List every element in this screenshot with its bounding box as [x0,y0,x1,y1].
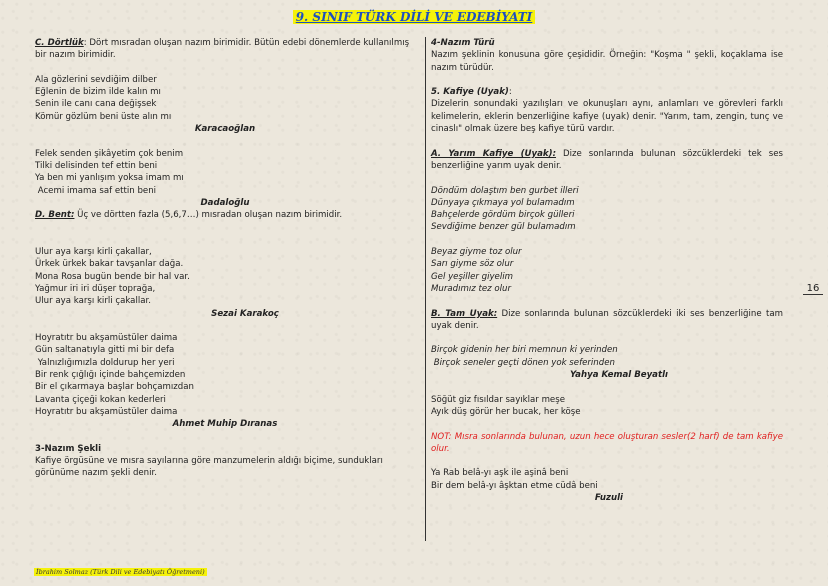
page-number: 16 [803,283,823,295]
poem-line: Kömür gözlüm beni üste alın mı [35,111,172,122]
nazim-sekli-title: 3-Nazım Şekli [35,443,102,454]
poet-name: Ahmet Muhip Dıranas [172,419,278,430]
bent-term: D. Bent: [35,210,75,221]
poem-line: Yağmur iri iri düşer toprağa, [35,283,156,294]
poem-line: Beyaz giyme toz olur [431,247,522,258]
poem-line: Gel yeşiller giyelim [431,271,513,282]
poem-tam-1 [431,344,783,369]
poem-line: Acemi imama saf ettin beni [35,185,157,196]
poem-line: Tilki delisinden tef ettin beni [35,160,158,171]
nazim-turu-definition: Nazım şeklinin konusuna göre çeşididir. Örneğin: "Koşma " şekli, koçaklama ise nazım türüdür. [431,50,783,73]
left-column [35,37,415,480]
kafiye-colon: : [508,87,512,98]
tam-uyak-paragraph [431,308,783,333]
poem-line: Yalnızlığımızla doldurup her yeri [35,357,175,368]
poem-line: Döndüm dolaştım ben gurbet illeri [431,185,579,196]
poem-line: Sevdiğime benzer gül bulamadım [431,222,576,233]
poem-line: Ürkek ürkek bakar tavşanlar dağa. [35,259,184,270]
page-header [0,6,828,25]
poem-line: Eğlenin de bizim ilde kalın mı [35,87,161,98]
nazim-turu-title: 4-Nazım Türü [431,38,495,48]
poem-line: Söğüt giz fısıldar sayıklar meşe [431,394,565,405]
kafiye-heading [431,86,783,98]
poet-name: Sezai Karakoç [211,308,279,319]
poem-line: Mona Rosa bugün bende bir hal var. [35,271,190,282]
nazim-sekli-definition: Kafiye örgüsüne ve mısra sayılarına göre manzumelerin aldığı biçime, sundukları görünüme nazım şekli denir. [35,456,383,479]
poem-line: Sarı giyme söz olur [431,259,514,270]
poem-line: Bir dem belâ-yı âşktan etme cüdâ beni [431,480,598,491]
kafiye-title: 5. Kafiye (Uyak) [431,87,509,98]
yarim-kafiye-definition: Dize sonlarında bulunan sözcüklerdeki tek ses benzerliğine yarım uyak denir. [431,148,784,171]
poem-line: Lavanta çiçeği kokan kederleri [35,394,166,405]
poem-dadaloglu [35,148,415,197]
kafiye-definition: Dizelerin sonundaki yazılışları ve okunuşları aynı, anlamları ve görevleri farklı kelimelerin, eklerin benzerliğine kafiye (uyak) denir. "Yarım, tam, zengin, tunç ve cinaslı" olmak üzere beş kafiye türü vardır. [431,99,783,135]
bent-definition: Üç ve dörtten fazla (5,6,7…) mısradan oluşan nazım birimidir. [74,210,343,221]
tam-uyak-definition: Dize sonlarında bulunan sözcüklerdeki iki ses benzerliğine tam uyak denir. [431,308,783,331]
poem-line: Ayık düş görür her bucak, her köşe [431,406,581,417]
dortluk-paragraph [35,37,415,62]
poem-fuzuli [431,467,783,492]
poem-line: Ya ben mi yanlışım yoksa imam mı [35,173,184,184]
poem-line: Ulur aya karşı kirli çakallar, [35,247,152,258]
poem-line: Muradımız tez olur [431,283,512,294]
poem-karacaoglan [35,74,415,123]
poem-line: Birçok seneler geçti dönen yok seferinden [431,357,615,368]
poet-name: Yahya Kemal Beyatlı [569,370,668,381]
footer-author: İbrahim Solmaz (Türk Dili ve Edebiyatı Öğretmeni) [36,568,205,576]
right-column [431,37,783,504]
poem-line: Ya Rab belâ-yı aşk ile aşinâ beni [431,468,569,479]
dortluk-term: C. Dörtlük [35,38,84,48]
poem-yarim-2 [431,246,783,295]
poem-line: Bir renk çığlığı içinde bahçemizden [35,370,186,381]
poem-line: Hoyratıtr bu akşamüstüler daima [35,333,178,344]
poet-name: Dadaloğlu [200,197,250,208]
poem-line: Ulur aya karşı kirli çakallar. [35,296,151,307]
poem-line: Dünyaya çıkmaya yol bulamadım [431,197,575,208]
poem-line: Bahçelerde gördüm birçok gülleri [431,210,575,221]
poem-line: Bir el çıkarmaya başlar bohçamızdan [35,382,194,393]
poem-yarim-1 [431,185,783,234]
column-divider [425,37,426,541]
poet-name: Fuzuli [594,492,623,503]
poem-sezai [35,246,415,307]
poem-tam-2 [431,394,783,419]
page-title: 9. SINIF TÜRK DİLİ VE EDEBİYATI [293,10,536,24]
poet-name: Karacaoğlan [194,124,256,135]
note-text: NOT: Mısra sonlarında bulunan, uzun hece oluşturan sesler(2 harf) de tam kafiye olur. [431,431,783,454]
dortluk-definition: : Dört mısradan oluşan nazım birimidir. Bütün edebi dönemlerde kullanılmış bir nazım birimidir. [35,38,410,61]
poem-line: Ala gözlerini sevdiğim dilber [35,74,157,85]
poem-diranas [35,332,415,418]
bent-paragraph [35,209,415,221]
poem-line: Hoyratıtr bu akşamüstüler daima [35,406,178,417]
poem-line: Felek senden şikâyetim çok benim [35,148,184,159]
poem-line: Gün saltanatıyla gitti mi bir defa [35,345,175,356]
tam-uyak-term: B. Tam Uyak: [431,308,498,319]
poem-line: Birçok gidenin her biri memnun ki yerinden [431,345,618,356]
yarim-kafiye-paragraph [431,148,783,173]
poem-line: Senin ile canı cana değişsek [35,99,157,110]
yarim-kafiye-term: A. Yarım Kafiye (Uyak): [431,148,557,159]
